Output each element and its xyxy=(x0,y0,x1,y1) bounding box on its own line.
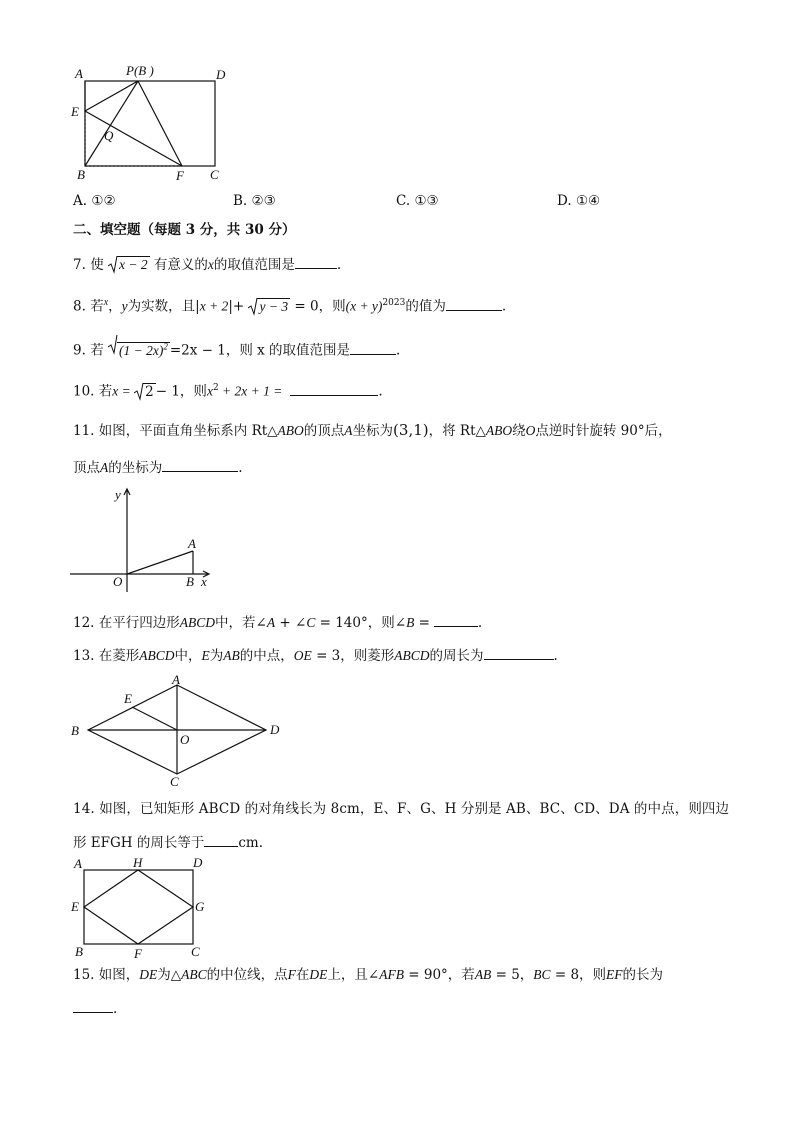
question-11-line-2: 顶点A的坐标为 . xyxy=(73,457,243,477)
label-e: E xyxy=(71,899,79,914)
answer-blank[interactable] xyxy=(162,457,238,472)
option-d[interactable] xyxy=(557,193,600,209)
question-14-line-2: 形 EFGH 的周长等于 cm. xyxy=(73,832,263,852)
figure-rhombus xyxy=(66,670,292,790)
label-c: C xyxy=(210,167,219,182)
question-14: 14. 如图，已知矩形 ABCD 的对角线长为 8cm，E、F、G、H 分别是 AB、BC、CD、DA 的中点，则四边 xyxy=(73,801,730,817)
answer-blank[interactable] xyxy=(73,998,113,1013)
label-g: G xyxy=(195,899,205,914)
answer-blank[interactable] xyxy=(295,254,337,269)
label-a: A xyxy=(188,536,196,551)
figure-rectangle-fold xyxy=(60,60,240,185)
question-13: 13. 在菱形ABCD中，E为AB的中点，OE = 3，则菱形ABCD的周长为 . xyxy=(73,645,558,665)
option-letter: C. xyxy=(396,193,411,209)
sqrt-expression: 2 xyxy=(134,383,156,401)
option-text: ①② xyxy=(91,193,116,209)
question-7: 7. 使 x − 2 有意义的x的取值范围是 . xyxy=(73,254,341,274)
question-10: 10. 若x = 2 − 1，则$x^2 + 2x + 1$ = . xyxy=(73,379,383,401)
segment-ep xyxy=(85,81,138,111)
quadrilateral-efgh xyxy=(84,870,193,944)
figure-coordinate-axes xyxy=(68,484,218,594)
label-b: B xyxy=(186,574,194,589)
question-15-line-2: . xyxy=(73,998,117,1018)
label-a: A xyxy=(172,672,180,687)
option-letter: D. xyxy=(557,193,572,209)
segment-oa xyxy=(127,551,193,574)
label-c: C xyxy=(191,944,200,959)
label-f: F xyxy=(176,168,184,183)
question-12: 12. 在平行四边形ABCD中，若∠A + ∠C = 140°，则∠B = . xyxy=(73,612,482,632)
label-a: A xyxy=(74,856,82,871)
answer-blank[interactable] xyxy=(290,381,378,396)
question-9: 9. 若 $(1 - 2x)^2 =2x - 1$，则 x 的取值范围是 . xyxy=(73,337,400,360)
label-q: Q xyxy=(104,128,114,143)
answer-blank[interactable] xyxy=(204,832,238,847)
label-o: O xyxy=(113,574,123,589)
segment-bp xyxy=(85,81,138,166)
label-c: C xyxy=(170,774,179,789)
label-y: y xyxy=(115,487,121,502)
label-p: P(B ) xyxy=(126,63,154,78)
label-d: D xyxy=(193,855,203,870)
label-b: B xyxy=(75,944,83,959)
option-a[interactable] xyxy=(73,193,116,209)
option-text: ①④ xyxy=(575,193,601,209)
option-text: ①③ xyxy=(414,193,439,209)
option-c[interactable] xyxy=(396,193,439,209)
answer-blank[interactable] xyxy=(434,612,478,627)
sqrt-expression: y − 3 xyxy=(248,298,290,316)
label-b: B xyxy=(71,723,79,738)
label-h: H xyxy=(133,855,143,870)
question-15: 15. 如图，DE为△ABC的中位线，点F在DE上，且∠AFB = 90°，若AB = 5，BC = 8，则EF的长为 xyxy=(73,967,664,983)
section-heading: 二、填空题（每题 3 分，共 30 分） xyxy=(73,222,296,238)
option-letter: B. xyxy=(233,193,248,209)
label-o: O xyxy=(180,732,190,747)
label-f: F xyxy=(134,946,142,961)
option-text: ②③ xyxy=(251,193,276,209)
label-d: D xyxy=(216,67,226,82)
option-b[interactable] xyxy=(233,193,276,209)
segment-eo xyxy=(132,707,177,730)
label-x: x xyxy=(201,574,207,589)
question-8: 8. 若$^x$，y为实数，且|x + 2|+ y − 3 = 0，则$(x + y)^{2023}$的值为 . xyxy=(73,297,507,315)
sqrt-expression: $(1 - 2x)^2$ xyxy=(108,337,170,360)
sqrt-expression: x − 2 xyxy=(108,256,150,274)
label-e: E xyxy=(124,691,132,706)
question-11: 11. 如图，平面直角坐标系内 Rt△ABO的顶点A坐标为(3,1)，将 Rt△ABO绕O点逆时针旋转 90°后， xyxy=(73,421,672,439)
label-a: A xyxy=(75,66,83,81)
rectangle-abcd xyxy=(84,870,193,944)
answer-blank[interactable] xyxy=(446,296,502,311)
label-e: E xyxy=(71,104,79,119)
rectangle-abcd xyxy=(85,81,215,166)
answer-blank[interactable] xyxy=(484,645,554,660)
label-b: B xyxy=(77,167,85,182)
figure-rectangle-midpoints xyxy=(66,852,216,962)
option-letter: A. xyxy=(73,193,88,209)
answer-blank[interactable] xyxy=(350,340,396,355)
label-d: D xyxy=(270,722,280,737)
